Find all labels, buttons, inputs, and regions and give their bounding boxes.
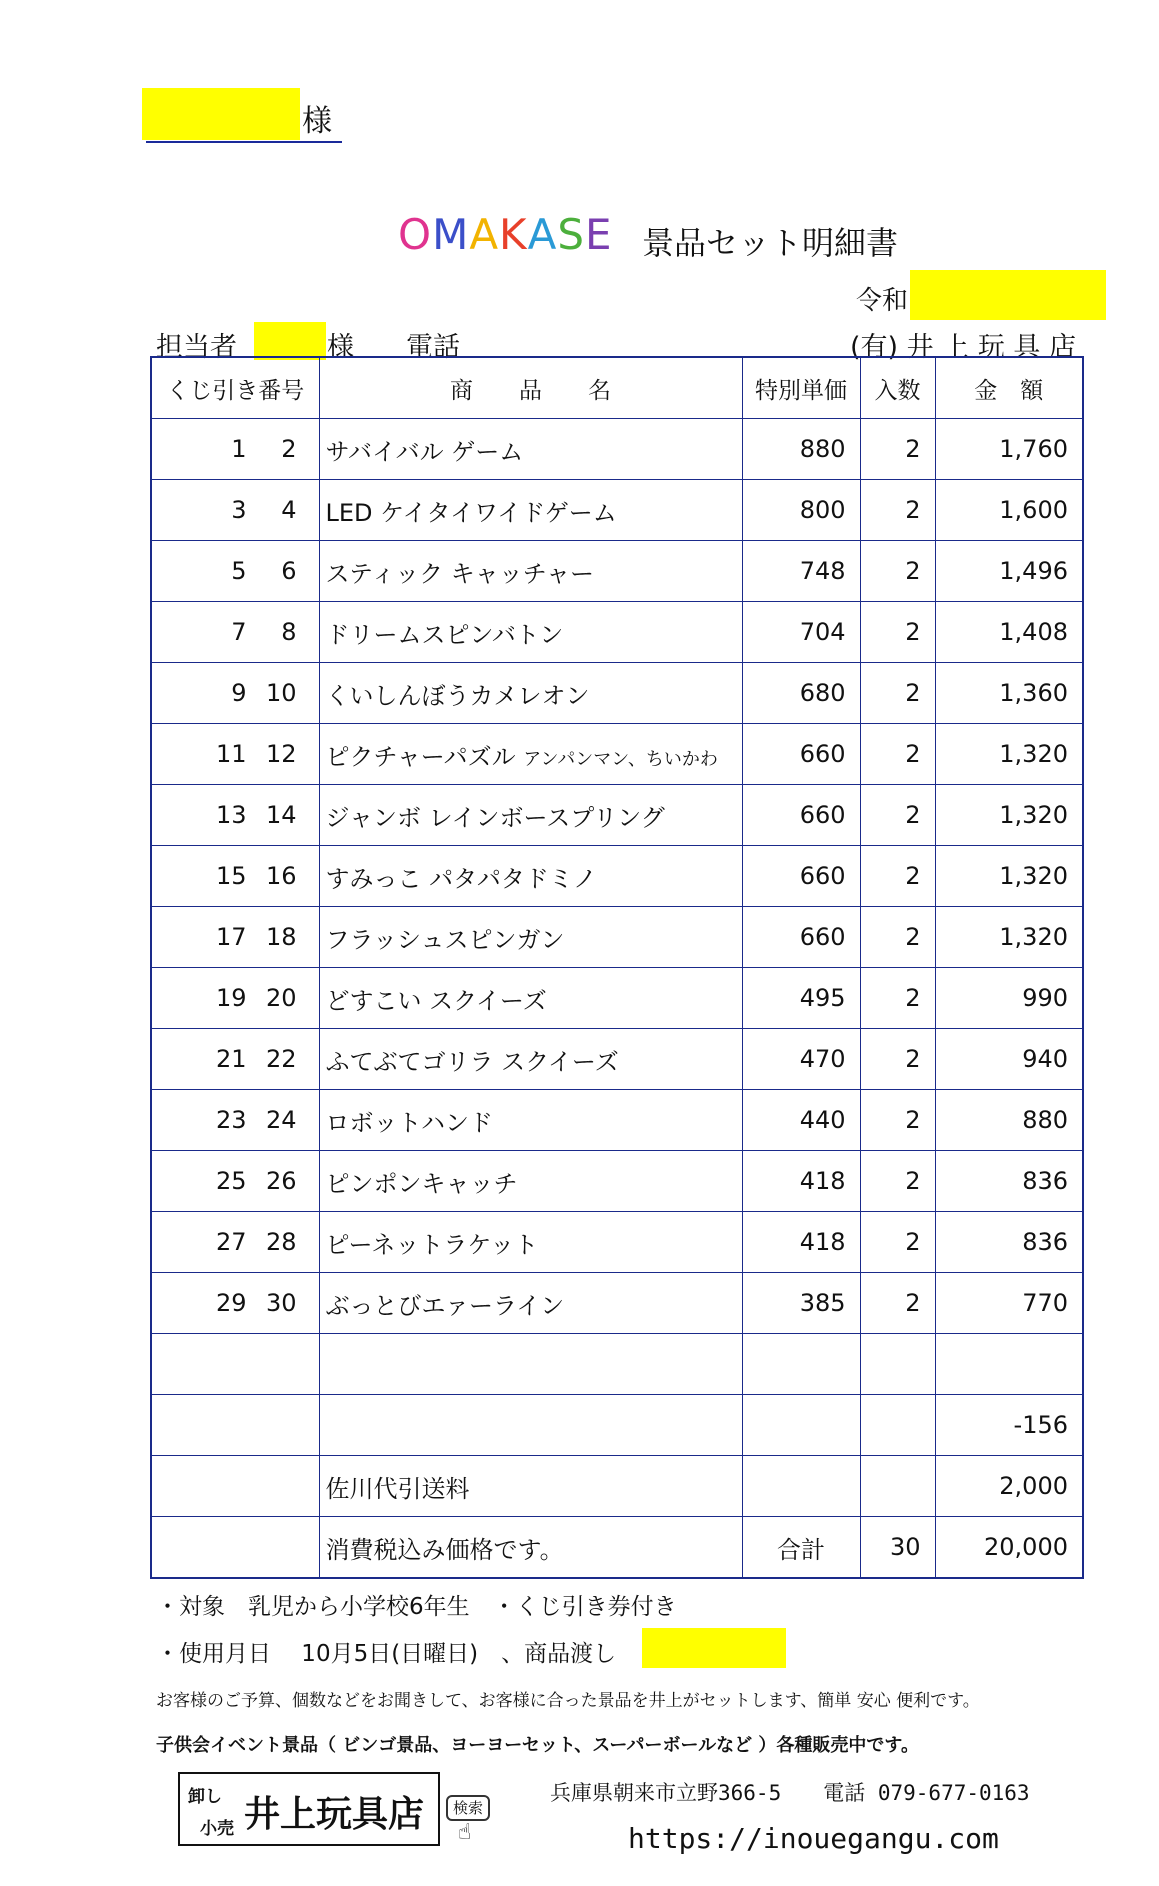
lottery-number-1: 7 xyxy=(231,618,247,646)
amount: 1,320 xyxy=(935,846,1083,907)
table-row xyxy=(151,968,1083,1029)
lottery-number-1: 11 xyxy=(215,740,247,768)
lottery-number-2: 18 xyxy=(265,923,297,951)
reiwa-label: 令和 xyxy=(856,286,909,316)
product-name: ピーネットラケット xyxy=(325,1230,539,1259)
product-name: 佐川代引送料 xyxy=(325,1474,470,1503)
product-name-cell xyxy=(319,480,742,541)
product-subname: アンパンマン、ちいかわ xyxy=(523,748,718,770)
unit-price xyxy=(742,1395,860,1456)
product-name: ロボットハンド xyxy=(325,1108,494,1137)
table-row xyxy=(151,541,1083,602)
lottery-number-1: 19 xyxy=(215,984,247,1012)
product-name-cell xyxy=(319,541,742,602)
lottery-numbers xyxy=(151,419,319,480)
lottery-number-1: 3 xyxy=(231,496,247,524)
amount: 1,600 xyxy=(935,480,1083,541)
product-name-cell xyxy=(319,1090,742,1151)
amount: 1,408 xyxy=(935,602,1083,663)
shop-url[interactable]: https://inouegangu.com xyxy=(628,1822,999,1855)
product-name-cell xyxy=(319,1456,742,1517)
lottery-number-1: 15 xyxy=(215,862,247,890)
quantity: 2 xyxy=(860,602,935,663)
unit-price: 800 xyxy=(742,480,860,541)
tantousha-label: 担当者 xyxy=(156,332,237,363)
quantity: 2 xyxy=(860,1090,935,1151)
col-header-lottery: くじ引き番号 xyxy=(151,357,319,419)
logo-oroshi: 卸し xyxy=(188,1787,222,1807)
product-name: スティック キャッチャー xyxy=(325,559,595,588)
product-name: サバイバル ゲーム xyxy=(325,437,524,466)
table-row xyxy=(151,419,1083,480)
table-row xyxy=(151,1090,1083,1151)
lottery-number-2: 4 xyxy=(281,496,297,524)
quantity xyxy=(860,1395,935,1456)
lottery-number-1: 23 xyxy=(215,1106,247,1134)
staff-redaction xyxy=(254,322,326,360)
col-header-qty: 入数 xyxy=(860,357,935,419)
denwa-label: 電話 xyxy=(406,332,460,363)
shop-logo xyxy=(178,1772,440,1846)
quantity: 2 xyxy=(860,846,935,907)
lottery-numbers xyxy=(151,907,319,968)
unit-price: 704 xyxy=(742,602,860,663)
quantity: 2 xyxy=(860,1273,935,1334)
lottery-number-1: 25 xyxy=(215,1167,247,1195)
lottery-number-2: 24 xyxy=(265,1106,297,1134)
customer-name-redaction xyxy=(142,88,300,140)
lottery-number-1: 17 xyxy=(215,923,247,951)
document-title: 景品セット明細書 xyxy=(642,224,899,262)
handover-redaction xyxy=(642,1628,786,1668)
lottery-number-2: 6 xyxy=(281,557,297,585)
unit-price: 680 xyxy=(742,663,860,724)
company-name: (有) 井 上 玩 具 店 xyxy=(850,332,1076,363)
quantity xyxy=(860,1334,935,1395)
promo-note: 子供会イベント景品（ ビンゴ景品、ヨーヨーセット、スーパーボールなど ）各種販売中です。 xyxy=(156,1735,919,1756)
table-row xyxy=(151,846,1083,907)
amount: 836 xyxy=(935,1151,1083,1212)
unit-price: 470 xyxy=(742,1029,860,1090)
lottery-number-1: 13 xyxy=(215,801,247,829)
customer-sama: 様 xyxy=(302,104,332,139)
product-name-cell xyxy=(319,663,742,724)
unit-price: 440 xyxy=(742,1090,860,1151)
table-row xyxy=(151,1273,1083,1334)
product-name: ふてぶてゴリラ スクイーズ xyxy=(325,1047,619,1076)
amount: 1,760 xyxy=(935,419,1083,480)
product-name: どすこい スクイーズ xyxy=(325,986,547,1015)
logo-letter: A xyxy=(469,210,500,259)
info-note: お客様のご予算、個数などをお聞きして、お客様に合った景品を井上がセットします、簡単 安心 便利です。 xyxy=(156,1691,980,1711)
table-total-row xyxy=(151,1517,1083,1579)
product-name-cell xyxy=(319,724,742,785)
unit-price: 660 xyxy=(742,724,860,785)
lottery-number-2: 8 xyxy=(281,618,297,646)
lottery-numbers xyxy=(151,1334,319,1395)
amount: 990 xyxy=(935,968,1083,1029)
quantity: 2 xyxy=(860,419,935,480)
date-note: ・使用月日 10月5日(日曜日) 、商品渡し xyxy=(156,1641,617,1667)
logo-letter: S xyxy=(557,210,585,259)
logo-letter: K xyxy=(499,210,528,259)
table-row xyxy=(151,1334,1083,1395)
lottery-number-2: 22 xyxy=(265,1045,297,1073)
product-name: くいしんぼうカメレオン xyxy=(325,681,590,710)
lottery-numbers xyxy=(151,724,319,785)
unit-price: 880 xyxy=(742,419,860,480)
lottery-number-1: 5 xyxy=(231,557,247,585)
amount: 1,320 xyxy=(935,907,1083,968)
amount: 1,360 xyxy=(935,663,1083,724)
unit-price xyxy=(742,1456,860,1517)
lottery-number-2: 30 xyxy=(265,1289,297,1317)
table-row xyxy=(151,1456,1083,1517)
amount: 940 xyxy=(935,1029,1083,1090)
amount: 2,000 xyxy=(935,1456,1083,1517)
product-name-cell xyxy=(319,1395,742,1456)
unit-price: 660 xyxy=(742,785,860,846)
amount: 880 xyxy=(935,1090,1083,1151)
table-row xyxy=(151,785,1083,846)
lottery-number-1: 29 xyxy=(215,1289,247,1317)
lottery-number-1: 1 xyxy=(231,435,247,463)
lottery-numbers xyxy=(151,1273,319,1334)
quantity: 2 xyxy=(860,724,935,785)
lottery-number-2: 12 xyxy=(265,740,297,768)
search-button[interactable] xyxy=(446,1795,490,1821)
quantity: 2 xyxy=(860,1212,935,1273)
quantity: 2 xyxy=(860,480,935,541)
product-name-cell xyxy=(319,1212,742,1273)
col-header-product: 商 品 名 xyxy=(319,357,742,419)
col-header-amount: 金 額 xyxy=(935,357,1083,419)
product-name: ジャンボ レインボースプリング xyxy=(325,803,665,832)
product-name-cell xyxy=(319,1151,742,1212)
product-name: ドリームスピンバトン xyxy=(325,620,564,649)
table-row xyxy=(151,663,1083,724)
lottery-number-2: 10 xyxy=(265,679,297,707)
lottery-number-2: 14 xyxy=(265,801,297,829)
quantity: 2 xyxy=(860,968,935,1029)
lottery-numbers xyxy=(151,1212,319,1273)
unit-price: 385 xyxy=(742,1273,860,1334)
lottery-numbers xyxy=(151,846,319,907)
quantity: 2 xyxy=(860,1151,935,1212)
table-row xyxy=(151,602,1083,663)
unit-price: 660 xyxy=(742,907,860,968)
total-label: 合計 xyxy=(742,1517,860,1579)
amount: 1,320 xyxy=(935,724,1083,785)
lottery-numbers xyxy=(151,785,319,846)
product-name: ピクチャーパズル xyxy=(325,742,516,771)
lottery-number-2: 2 xyxy=(281,435,297,463)
logo-kouri: 小売 xyxy=(200,1819,234,1839)
lottery-number-2: 16 xyxy=(265,862,297,890)
lottery-numbers xyxy=(151,1151,319,1212)
lottery-number-2: 26 xyxy=(265,1167,297,1195)
product-name-cell xyxy=(319,785,742,846)
logo-letter: O xyxy=(398,210,433,259)
product-name-cell xyxy=(319,907,742,968)
amount: -156 xyxy=(935,1395,1083,1456)
lottery-numbers xyxy=(151,663,319,724)
amount: 770 xyxy=(935,1273,1083,1334)
product-name: LED ケイタイワイドゲーム xyxy=(325,498,617,527)
logo-letter: E xyxy=(585,210,613,259)
unit-price: 495 xyxy=(742,968,860,1029)
table-row xyxy=(151,1029,1083,1090)
lottery-numbers xyxy=(151,480,319,541)
col-header-price: 特別単価 xyxy=(742,357,860,419)
product-name: フラッシュスピンガン xyxy=(325,925,565,954)
date-redaction xyxy=(910,270,1106,320)
logo-shop-name: 井上玩具店 xyxy=(244,1794,425,1835)
quantity: 2 xyxy=(860,663,935,724)
table-row xyxy=(151,1151,1083,1212)
logo-letter: A xyxy=(527,210,558,259)
product-name-cell xyxy=(319,1029,742,1090)
unit-price: 748 xyxy=(742,541,860,602)
lottery-numbers xyxy=(151,968,319,1029)
total-empty-cell xyxy=(151,1517,319,1579)
amount xyxy=(935,1334,1083,1395)
lottery-number-1: 21 xyxy=(215,1045,247,1073)
product-name-cell xyxy=(319,846,742,907)
amount: 836 xyxy=(935,1212,1083,1273)
product-name: ぶっとびエァーライン xyxy=(325,1291,565,1320)
unit-price: 418 xyxy=(742,1212,860,1273)
product-name-cell xyxy=(319,419,742,480)
lottery-numbers xyxy=(151,1456,319,1517)
lottery-numbers xyxy=(151,1395,319,1456)
table-row xyxy=(151,907,1083,968)
quantity xyxy=(860,1456,935,1517)
search-label: 検索 xyxy=(452,1799,483,1817)
lottery-number-1: 27 xyxy=(215,1228,247,1256)
quantity: 2 xyxy=(860,1029,935,1090)
shop-address: 兵庫県朝来市立野366-5 電話 079-677-0163 xyxy=(550,1781,1030,1805)
product-name-cell xyxy=(319,1273,742,1334)
itemized-table xyxy=(150,356,1084,1579)
unit-price xyxy=(742,1334,860,1395)
product-name-cell xyxy=(319,602,742,663)
lottery-number-1: 9 xyxy=(231,679,247,707)
lottery-number-2: 20 xyxy=(265,984,297,1012)
tax-note: 消費税込み価格です。 xyxy=(319,1517,742,1579)
quantity: 2 xyxy=(860,907,935,968)
table-header-row xyxy=(151,357,1083,419)
product-name: すみっこ パタパタドミノ xyxy=(325,864,597,893)
unit-price: 418 xyxy=(742,1151,860,1212)
product-name: ピンポンキャッチ xyxy=(325,1169,518,1198)
amount: 1,320 xyxy=(935,785,1083,846)
lottery-numbers xyxy=(151,1029,319,1090)
table-row xyxy=(151,480,1083,541)
lottery-numbers xyxy=(151,541,319,602)
logo-letter: M xyxy=(432,210,470,259)
product-name-cell xyxy=(319,1334,742,1395)
lottery-numbers xyxy=(151,602,319,663)
quantity: 2 xyxy=(860,785,935,846)
table-row xyxy=(151,1395,1083,1456)
staff-sama: 様 xyxy=(327,332,354,363)
product-name-cell xyxy=(319,968,742,1029)
lottery-number-2: 28 xyxy=(265,1228,297,1256)
omakase-logo xyxy=(398,210,613,259)
lottery-numbers xyxy=(151,1090,319,1151)
total-amount: 20,000 xyxy=(935,1517,1083,1579)
table-row xyxy=(151,1212,1083,1273)
quantity: 2 xyxy=(860,541,935,602)
amount: 1,496 xyxy=(935,541,1083,602)
total-qty: 30 xyxy=(860,1517,935,1579)
unit-price: 660 xyxy=(742,846,860,907)
customer-underline xyxy=(146,141,342,143)
table-row xyxy=(151,724,1083,785)
pointer-hand-icon: ☝ xyxy=(458,1820,472,1845)
target-note: ・対象 乳児から小学校6年生 ・くじ引き券付き xyxy=(156,1594,677,1620)
